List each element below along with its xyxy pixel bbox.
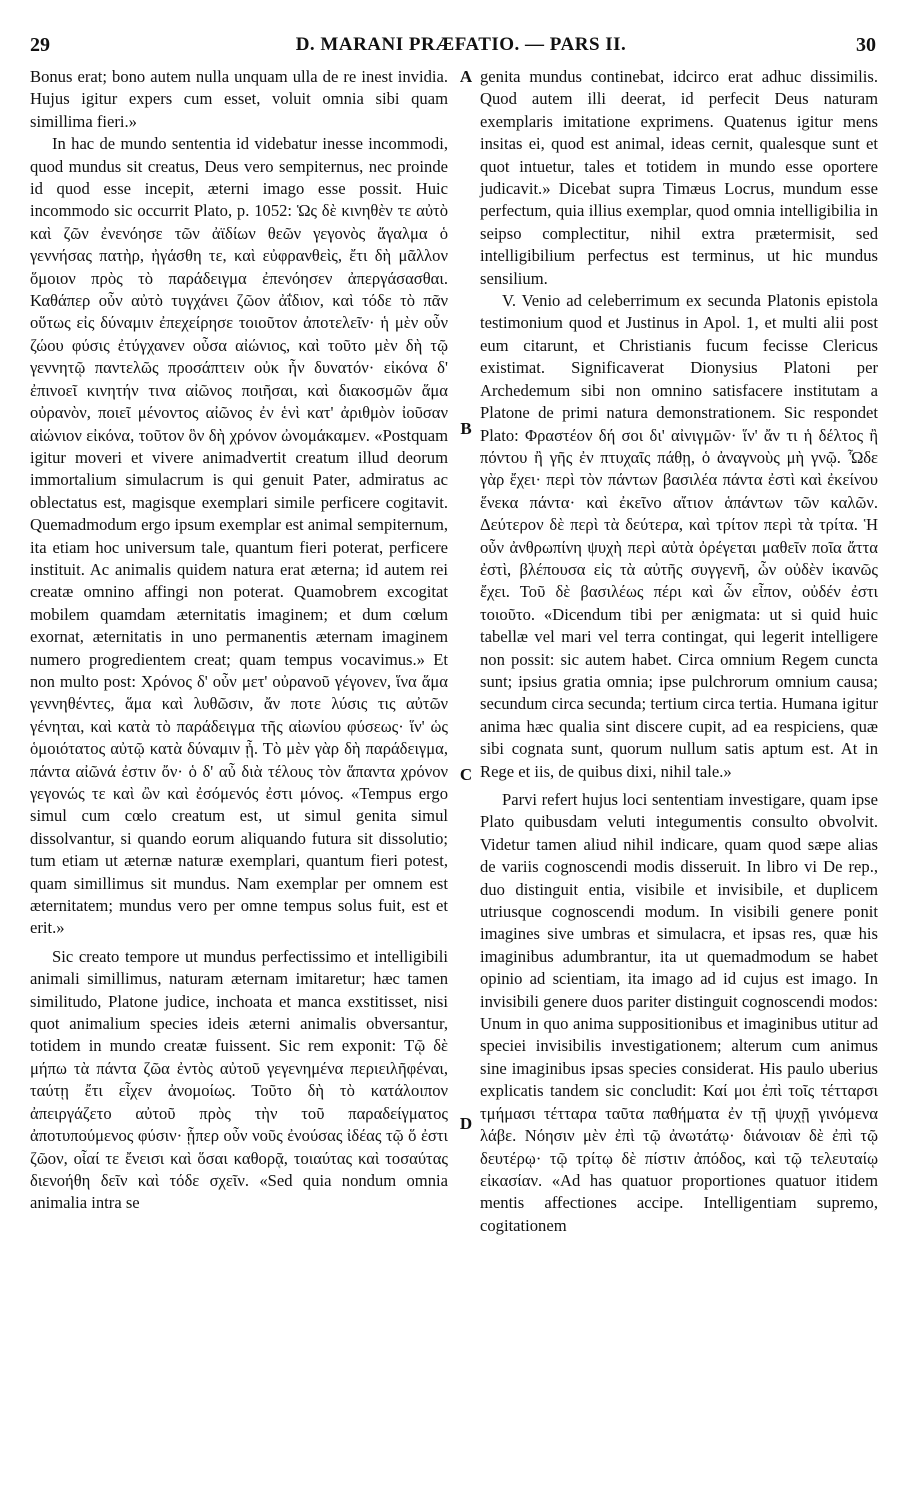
left-paragraph-1: Bonus erat; bono autem nulla unquam ulla de re inest invidia. Hujus igitur expers cum esset, voluit omnia sibi quam simillima fieri.» bbox=[30, 67, 448, 131]
right-paragraph-1: genita mundus continebat, idcirco erat adhuc dissimilis. Quod autem illi deerat, id perfecit Deus naturam exemplaris imitatione exprimens. Quatenus igitur mens insitas ei, quod est animal, ideas cernit, qualesque sunt et quot intuetur, tales et totidem in mundo esse oportere judicavit.» Dicebat supra Timæus Locrus, mundum esse perfectum, quia illius exemplar, quod omnia intelligibilia in seipso complectitur, nihil extra prætermisit, sed intelligibilium perfectus est terminus, ut hic mundus sensilium. bbox=[480, 67, 878, 288]
page-number-right: 30 bbox=[856, 34, 876, 56]
left-paragraph-3: Sic creato tempore ut mundus perfectissimo et intelligibili animali simillimus, naturam æternam imitaretur; hæc tamen similitudo, Platone judice, inchoata et manca exstitisset, nisi quot animalium species ideis æterni animalis obversantur, totidem in mundo creatæ fuissent. Sic rem exponit: Τῷ δὲ μήπω τὰ πάντα ζῶα ἐντὸς αὐτοῦ γεγενημένα περιειλῆφέναι, ταύτῃ ἔτι εἶχεν ἀνομοίως. Τοῦτο δὴ τὸ κατάλοιπον ἀπειργάζετο αὐτοῦ πρὸς τὴν τοῦ παραδείγματος ἀποτυπούμενος φύσιν· ᾗπερ οὖν νοῦς ἐνούσας ἰδέας τῷ ὅ ἐστι ζῶον, οἷαί τε ἔνεισι καὶ ὅσαι καθορᾷ, τοιαύτας καὶ τοσαύτας διενοήθη δεῖν καὶ τόδε σχεῖν. «Sed quia nondum omnia animalia intra se bbox=[30, 946, 448, 1213]
margin-marker-d: D bbox=[459, 1114, 473, 1133]
left-paragraph-2: In hac de mundo sententia id videbatur inesse incommodi, quod mundus sit creatus, Deus vero sempiternus, nec proinde id quod esse incepit, æterni imago esse possit. Huic incommodo sic occurrit Plato, p. 1052: Ὡς δὲ κινηθὲν τε αὐτὸ καὶ ζῶν ἐνενόησε τῶν ἀϊδίων θεῶν γεγονὸς ἄγαλμα ὁ γεννήσας πατὴρ, ἠγάσθη τε, καὶ εὐφρανθεὶς, ἔτι δὴ μᾶλλον ὅμοιον πρὸς τὸ παράδειγμα ἐπενόησεν ἀπεργάσασθαι. Καθάπερ οὖν αὐτὸ τυγχάνει ζῶον ἀΐδιον, καὶ τόδε τὸ πᾶν οὕτως εἰς δύναμιν ἐπεχείρησε τοιοῦτον ἀποτελεῖν· ἡ μὲν οὖν ζώου φύσις ἐτύγχανεν οὖσα αἰώνιος, καὶ τοῦτο μὲν δὴ τῷ γεννητῷ παντελῶς προσάπτειν οὐκ ἦν δυνατόν· εἰκόνα δ' ἐπινοεῖ κινητήν τινα αἰῶνος ποιῆσαι, καὶ διακοσμῶν ἅμα οὐρανὸν, ποιεῖ μένοντος αἰῶνος ἐν ἑνὶ κατ' ἀριθμὸν ἰοῦσαν αἰώνιον εἰκόνα, τοῦτον ὃν δὴ χρόνον ὠνομάκαμεν. «Postquam igitur moveri et vivere animadvertit creatum illud deorum immortalium simulacrum is qui genuit Pater, admiratus ac oblectatus est, magisque exemplari simile perficere cogitavit. Quemadmodum ergo ipsum exemplar est animal sempiternum, ita etiam hoc universum tale, quantum fieri poterat, perficere instituit. Ac animalis quidem natura erat æterna; id autem rei creatæ omnino affingi non poterat. Quamobrem excogitat mobilem quamdam æternitatis imaginem; et dum cœlum exornat, æternitatis in uno permanentis æternam imaginem numero progredientem creat; quam tempus vocavimus.» Et non multo post: Χρόνος δ' οὖν μετ' οὐρανοῦ γέγονεν, ἵνα ἅμα γεννηθέντες, ἅμα καὶ λυθῶσιν, ἄν ποτε λύσις τις αὐτῶν γένηται, καὶ κατὰ τὸ παράδειγμα τῆς αἰωνίου φύσεως· ἵν' ὡς ὁμοιότατος αὐτῷ κατὰ δύναμιν ᾖ. Τὸ μὲν γὰρ δὴ παράδειγμα, πάντα αἰῶνά ἐστιν ὄν· ὁ δ' αὖ διὰ τέλους τὸν ἅπαντα χρόνον γεγονώς τε καὶ ὢν καὶ ἐσόμενός ἐστι μόνος. «Tempus ergo simul cum cœlo creatum est, ut simul genita simul dissolvantur, si quando eorum aliquando futura sit dissolutio; tum etiam ut æternæ naturæ exemplari, quantum fieri potest, quam simillimus sit mundus. Nam exemplar per omnem est æternitatem; mundus vero per omne tempus solus fuit, est et erit.» bbox=[30, 134, 448, 938]
right-column bbox=[480, 66, 878, 1237]
margin-marker-c: C bbox=[459, 765, 473, 784]
running-header bbox=[0, 34, 922, 64]
margin-marker-a: A bbox=[459, 67, 473, 86]
left-column bbox=[30, 66, 448, 1215]
right-paragraph-2: V. Venio ad celeberrimum ex secunda Platonis epistola testimonium quod et Justinus in Apol. 1, et multi alii post eum citarunt, et Christianis fucum fecisse Clericus existimat. Significaverat Dionysius Platoni per Archedemum sibi non omnino satisfacere institutam a Platone de primi natura demonstrationem. Sic respondet Plato: Φραστέον δή σοι δι' αἰνιγμῶν· ἵν' ἄν τι ἡ δέλτος ἢ πόντου ἢ γῆς ἐν πτυχαῖς πάθῃ, ὁ ἀναγνοὺς μὴ γνῷ. Ὧδε γὰρ ἔχει· περὶ τὸν πάντων βασιλέα πάντα ἐστὶ καὶ ἐκείνου ἕνεκα πάντα· καὶ ἐκεῖνο αἴτιον ἁπάντων τῶν καλῶν. Δεύτερον δὲ περὶ τὰ δεύτερα, καὶ τρίτον περὶ τὰ τρίτα. Ἡ οὖν ἀνθρωπίνη ψυχὴ περὶ αὐτὰ ὀρέγεται μαθεῖν ποῖα ἄττα ἐστὶ, βλέπουσα εἰς τὰ αὐτῆς συγγενῆ, ὧν οὐδὲν ἱκανῶς ἔχει. Τοῦ δὲ βασιλέως πέρι καὶ ὧν εἶπον, οὐδέν ἐστι τοιοῦτο. «Dicendum tibi per ænigmata: ut si quid huic tabellæ vel mari vel terra contingat, qui legerit intelligere non possit: sic autem habet. Circa omnium Regem cuncta sunt; ipsius gratia omnia; ipse pulchrorum omnium causa; secundum circa secunda; tertium circa tertia. Humana igitur anima hæc qualia sint discere cupit, ad ea respiciens, quæ sibi cognata sunt, quorum nullum satis aptum est. At in Rege et iis, de quibus dixi, nihil tale.» bbox=[480, 291, 878, 781]
right-paragraph-3: Parvi refert hujus loci sententiam investigare, quam ipse Plato quibusdam veluti integumentis consulto obvolvit. Videtur tamen aliud nihil indicare, quam quod sæpe alias de variis cognoscendi modis disseruit. In libro vi De rep., duo distinguit entia, visibile et invisibile, et duplicem utriusque cognoscendi modum. In visibili genere ponit imagines sive umbras et simulacra, et ipsas res, quæ his imaginibus adumbrantur, ita ut quemadmodum se habet opinio ad scientiam, ita imago ad id cujus est imago. In invisibili genere duos pariter distinguit cognoscendi modos: Unum in quo anima suppositionibus et imaginibus utitur ad speciei invisibilis investigationem; alterum cum animus sine imaginibus ipsas species considerat. His paulo uberius explicatis tandem sic concludit: Καί μοι ἐπὶ τοῖς τέτταρσι τμήμασι τέτταρα ταῦτα παθήματα ἐν τῇ ψυχῇ γινόμενα λάβε. Νόησιν μὲν ἐπὶ τῷ ἀνωτάτῳ· διάνοιαν δὲ ἐπὶ τῷ δευτέρῳ· τῷ τρίτῳ δὲ πίστιν ἀπόδος, καὶ τῷ τελευταίῳ εἰκασίαν. «Ad has quatuor proportiones quatuor itidem mentis affectiones accipe. Intelligentiam supremo, cogitationem bbox=[480, 790, 878, 1235]
margin-marker-b: B bbox=[460, 419, 472, 438]
running-title: D. MARANI PRÆFATIO. — PARS II. bbox=[295, 34, 627, 55]
page-number-left: 29 bbox=[30, 34, 50, 56]
